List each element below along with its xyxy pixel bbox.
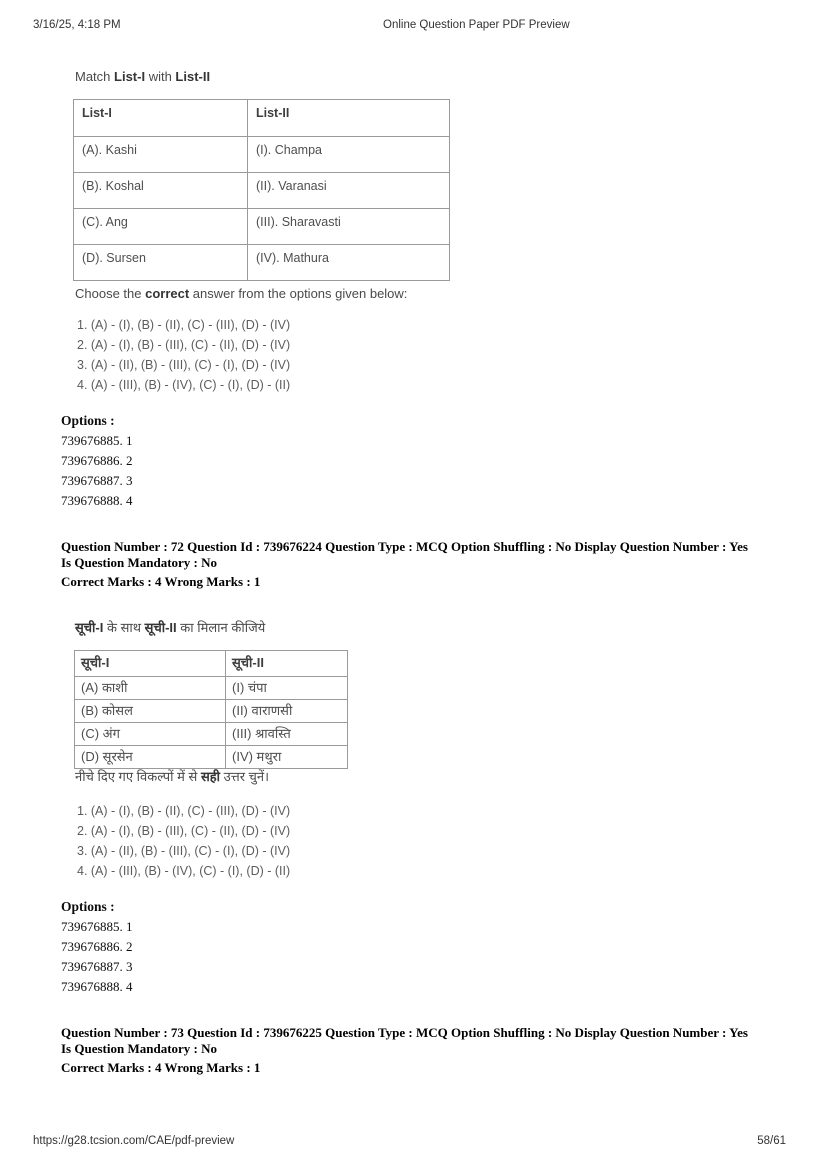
prompt-list1-label: सूची-I xyxy=(75,620,104,635)
header-datetime: 3/16/25, 4:18 PM xyxy=(33,19,121,31)
table-row xyxy=(75,700,348,723)
table-cell: (II) वाराणसी xyxy=(226,700,348,723)
table-header-row xyxy=(74,100,450,137)
option-id-4: 739676888. 4 xyxy=(61,493,133,508)
table-header-list2: List-II xyxy=(248,100,450,137)
table-cell: (I) चंपा xyxy=(226,677,348,700)
table-header-list1: सूची-I xyxy=(75,651,226,677)
table-cell: (C) अंग xyxy=(75,723,226,746)
options-id-block-73 xyxy=(61,897,133,997)
prompt-list2-label: List-II xyxy=(175,69,211,84)
table-cell: (A) काशी xyxy=(75,677,226,700)
table-cell: (I). Champa xyxy=(248,137,450,173)
question-meta-line: Question Number : 73 Question Id : 739676225 Question Type : MCQ Option Shuffling : No Display Question Number : Yes xyxy=(61,1025,748,1040)
choose-correct-word: सही xyxy=(200,769,221,784)
print-header xyxy=(33,19,793,35)
answer-options-hindi xyxy=(77,801,675,881)
table-cell: (B). Koshal xyxy=(74,173,248,209)
prompt-list2-label: सूची-II xyxy=(144,620,177,635)
correct-marks-line: Correct Marks : 4 Wrong Marks : 1 xyxy=(61,1060,261,1075)
table-header-row xyxy=(75,651,348,677)
table-cell: (D). Sursen xyxy=(74,245,248,281)
options-label: Options : xyxy=(61,413,115,428)
choose-text: Choose the xyxy=(75,286,146,301)
question-prompt-english xyxy=(75,68,675,86)
answer-option-1: 1. (A) - (I), (B) - (II), (C) - (III), (D) - (IV) xyxy=(77,318,291,332)
table-cell: (II). Varanasi xyxy=(248,173,450,209)
answer-option-3: 3. (A) - (II), (B) - (III), (C) - (I), (D) - (IV) xyxy=(77,358,291,372)
correct-marks-line: Correct Marks : 4 Wrong Marks : 1 xyxy=(61,574,261,589)
prompt-text: with xyxy=(145,69,176,84)
answer-option-2: 2. (A) - (I), (B) - (III), (C) - (II), (D) - (IV) xyxy=(77,338,291,352)
question-mandatory-line: Is Question Mandatory : No xyxy=(61,555,218,570)
options-label: Options : xyxy=(61,899,115,914)
table-cell: (C). Ang xyxy=(74,209,248,245)
table-cell: (D) सूरसेन xyxy=(75,746,226,769)
question-meta-line: Question Number : 72 Question Id : 739676224 Question Type : MCQ Option Shuffling : No Display Question Number : Yes xyxy=(61,539,748,554)
choose-instruction-english xyxy=(75,286,675,302)
option-id-4: 739676888. 4 xyxy=(61,979,133,994)
choose-text: नीचे दिए गए विकल्पों में से xyxy=(75,769,201,784)
option-id-3: 739676887. 3 xyxy=(61,473,133,488)
choose-text: answer from the options given below: xyxy=(189,286,408,301)
table-header-list2: सूची-II xyxy=(226,651,348,677)
header-doc-title: Online Question Paper PDF Preview xyxy=(383,19,570,31)
choose-correct-word: correct xyxy=(145,286,190,301)
table-cell: (IV) मथुरा xyxy=(226,746,348,769)
answer-option-4: 4. (A) - (III), (B) - (IV), (C) - (I), (D) - (II) xyxy=(77,864,291,878)
option-id-2: 739676886. 2 xyxy=(61,939,133,954)
table-cell: (IV). Mathura xyxy=(248,245,450,281)
table-row xyxy=(74,137,450,173)
answer-options-english xyxy=(77,315,675,395)
answer-option-4: 4. (A) - (III), (B) - (IV), (C) - (I), (D) - (II) xyxy=(77,378,291,392)
prompt-text: Match xyxy=(75,69,115,84)
question-mandatory-line: Is Question Mandatory : No xyxy=(61,1041,218,1056)
table-row xyxy=(74,245,450,281)
options-id-block-72 xyxy=(61,411,133,511)
prompt-text: के साथ xyxy=(103,620,145,635)
table-row xyxy=(74,209,450,245)
question-72-metadata xyxy=(61,539,806,590)
choose-text: उत्तर चुनें। xyxy=(220,769,270,784)
table-cell: (III). Sharavasti xyxy=(248,209,450,245)
question-prompt-hindi xyxy=(75,619,675,637)
question-73-metadata xyxy=(61,1025,806,1076)
answer-option-2: 2. (A) - (I), (B) - (III), (C) - (II), (D) - (IV) xyxy=(77,824,291,838)
option-id-2: 739676886. 2 xyxy=(61,453,133,468)
question-73-body xyxy=(75,619,675,881)
option-id-1: 739676885. 1 xyxy=(61,433,133,448)
answer-option-3: 3. (A) - (II), (B) - (III), (C) - (I), (D) - (IV) xyxy=(77,844,291,858)
prompt-text: का मिलान कीजिये xyxy=(176,620,266,635)
question-72-body xyxy=(75,68,675,395)
footer-url: https://g28.tcsion.com/CAE/pdf-preview xyxy=(33,1135,235,1147)
table-cell: (III) श्रावस्ति xyxy=(226,723,348,746)
choose-instruction-hindi xyxy=(75,769,675,785)
table-cell: (A). Kashi xyxy=(74,137,248,173)
print-footer xyxy=(33,1135,786,1147)
prompt-list1-label: List-I xyxy=(114,69,146,84)
option-id-1: 739676885. 1 xyxy=(61,919,133,934)
match-table-hindi xyxy=(74,650,348,769)
option-id-3: 739676887. 3 xyxy=(61,959,133,974)
table-row xyxy=(75,723,348,746)
table-cell: (B) कोसल xyxy=(75,700,226,723)
answer-option-1: 1. (A) - (I), (B) - (II), (C) - (III), (D) - (IV) xyxy=(77,804,291,818)
table-header-list1: List-I xyxy=(74,100,248,137)
footer-page-number: 58/61 xyxy=(757,1135,786,1147)
table-row xyxy=(75,746,348,769)
match-table-english xyxy=(73,99,450,281)
table-row xyxy=(75,677,348,700)
table-row xyxy=(74,173,450,209)
